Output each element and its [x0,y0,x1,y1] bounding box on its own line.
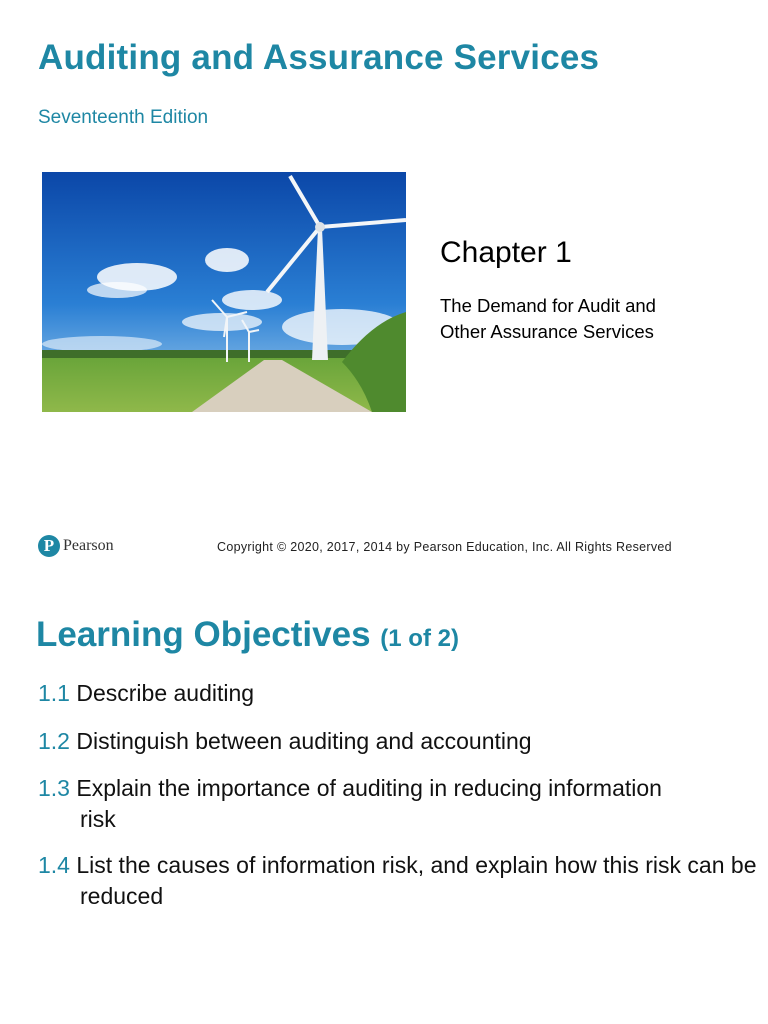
learning-objectives-slide [0,580,768,1024]
objective-number: 1.1 [38,680,70,706]
objective-item [38,678,768,709]
objective-text: Explain the importance of auditing in reducing information risk [76,775,662,832]
chapter-subtitle-line-2: Other Assurance Services [440,321,654,342]
copyright-notice: Copyright © 2020, 2017, 2014 by Pearson Education, Inc. All Rights Reserved [217,540,672,554]
objective-number: 1.4 [38,852,70,878]
objective-number: 1.3 [38,775,70,801]
objective-text: Distinguish between auditing and accounting [76,728,532,754]
pearson-logo [38,535,114,557]
pearson-wordmark: Pearson [63,537,114,554]
edition-label: Seventeenth Edition [38,107,209,128]
book-title: Auditing and Assurance Services [38,38,600,77]
objective-text: Describe auditing [76,680,255,706]
slide-part-indicator: (1 of 2) [380,625,459,652]
objective-item [38,850,768,912]
pearson-logo-icon: P [38,535,60,557]
objective-text: List the causes of information risk, and explain how this risk can be reduced [76,852,757,909]
objective-item [38,726,768,757]
chapter-subtitle-line-1: The Demand for Audit and [440,295,656,316]
chapter-number: Chapter 1 [440,236,572,269]
chapter-subtitle [440,293,740,345]
objective-item [38,773,680,835]
wind-turbines-photo [42,172,406,412]
slide-title-text: Learning Objectives [36,615,371,654]
objective-number: 1.2 [38,728,70,754]
slide-title [36,615,459,655]
